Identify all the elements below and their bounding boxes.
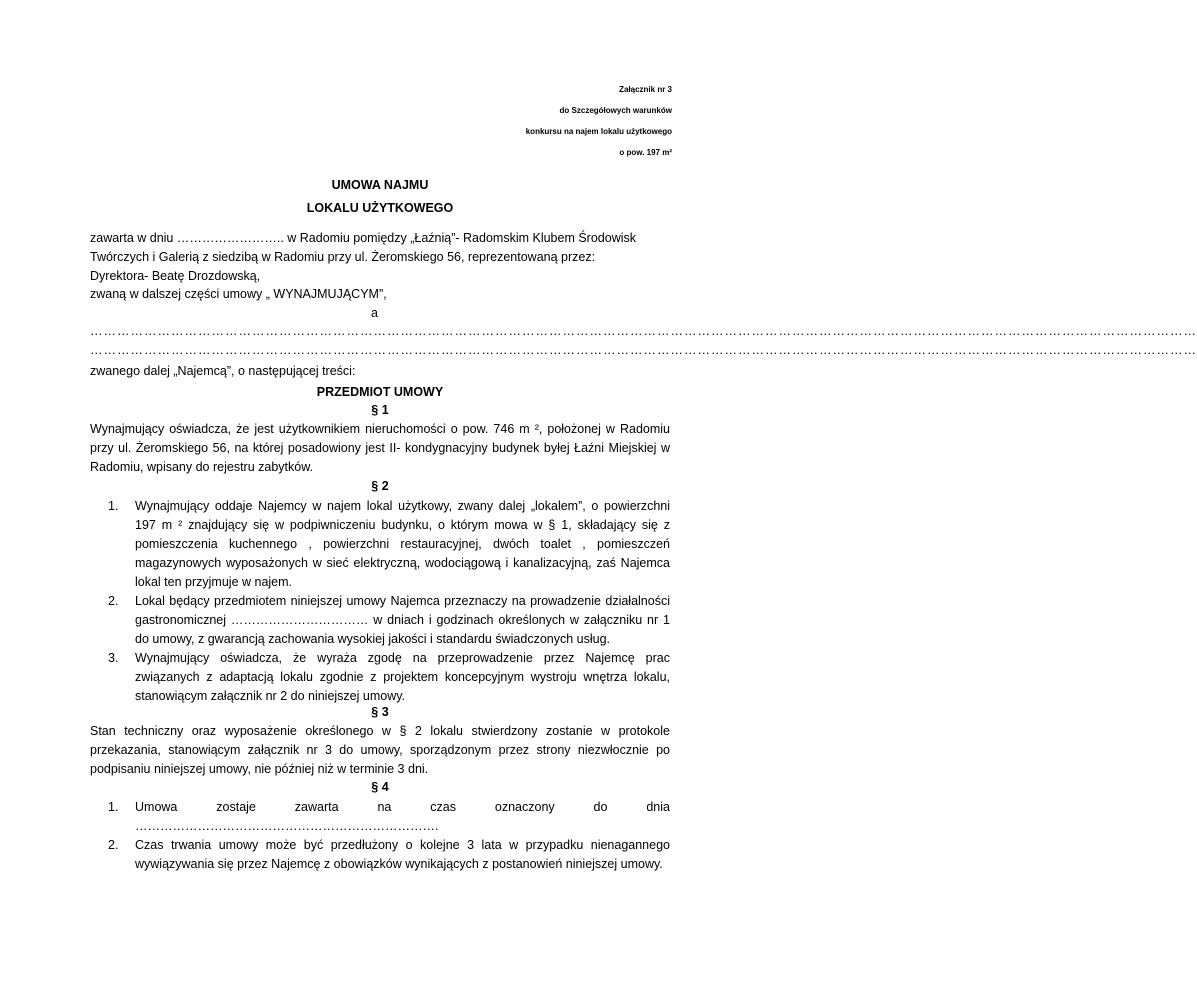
list-item-number: 1. xyxy=(108,499,119,513)
title-line-2: LOKALU UŻYTKOWEGO xyxy=(306,201,454,215)
list-item-text: Wynajmujący oświadcza, że wyraża zgodę na przeprowadzenie przez Najemcę prac związanych z adaptacją lokalu zgodnie z projektem koncepcyjnym wystroju wnętrza lokalu, stanowiącym załącznik nr 2 do niniejszej umowy. xyxy=(135,651,670,703)
tenant-dots-2: ………………………………………………………………………………………………………………………………………………………………………………………………………………………… xyxy=(90,343,1197,357)
list-item-number: 1. xyxy=(108,800,119,814)
list-item xyxy=(90,836,670,874)
and-word: a xyxy=(371,306,378,320)
paragraph-3-text: Stan techniczny oraz wyposażenie określonego w § 2 lokalu stwierdzony zostanie w protokole przekazania, stanowiącym załącznik nr 3 do umowy, sporządzonym przez strony niezwłocznie po podpisaniu niniejszej umowy, nie później niż w terminie 3 dni. xyxy=(90,724,670,776)
list-item xyxy=(90,798,670,836)
attachment-line-3: konkursu na najem lokalu użytkowego xyxy=(525,127,672,136)
attachment-line-1: Załącznik nr 3 xyxy=(619,85,672,94)
paragraph-3-heading: § 3 xyxy=(371,705,389,719)
paragraph-2-list xyxy=(90,497,670,706)
title-line-1: UMOWA NAJMU xyxy=(331,178,429,192)
paragraph-4-list xyxy=(90,798,670,874)
list-item-text: Umowa zostaje zawarta na czas oznaczony do dnia ………………………………………………………………. xyxy=(135,800,670,833)
list-item xyxy=(90,497,670,592)
landlord-line: zwaną w dalszej części umowy „ WYNAJMUJĄCYM”, xyxy=(90,287,387,301)
tenant-line: zwanego dalej „Najemcą”, o następującej treści: xyxy=(90,364,356,378)
list-item-text: Wynajmujący oddaje Najemcy w najem lokal użytkowy, zwany dalej „lokalem”, o powierzchni 197 m ² znajdujący się w podpiwniczeniu budynku, o którym mowa w § 1, składający się z pomieszczenia kuchennego , powierzchni restauracyjnej, dwóch toalet , pomieszczeń magazynowych wyposażonych w sieć elektryczną, wodociągową i kanalizacyjną, zaś Najemca lokal ten przyjmuje w najem. xyxy=(135,499,670,589)
tenant-dots-1: ………………………………………………………………………………………………………………………………………………………………………………………………………………………… xyxy=(90,324,1197,338)
list-item-number: 2. xyxy=(108,838,119,852)
paragraph-1-heading: § 1 xyxy=(371,403,389,417)
list-item xyxy=(90,649,670,706)
attachment-line-2: do Szczegółowych warunków xyxy=(559,106,672,115)
paragraph-2-heading: § 2 xyxy=(371,479,389,493)
section-subject: PRZEDMIOT UMOWY xyxy=(316,385,444,399)
paragraph-1-text: Wynajmujący oświadcza, że jest użytkownikiem nieruchomości o pow. 746 m ², położonej w Radomiu przy ul. Żeromskiego 56, na której posadowiony jest II- kondygnacyjny budynek byłej Łaźni Miejskiej w Radomiu, wpisany do rejestru zabytków. xyxy=(90,422,670,474)
list-item xyxy=(90,592,670,649)
list-item-number: 3. xyxy=(108,651,119,665)
list-item-number: 2. xyxy=(108,594,119,608)
intro-text: zawarta w dniu …………………….. w Radomiu pomiędzy „Łaźnią”- Radomskim Klubem Środowisk Twórczych i Galerią z siedzibą w Radomiu przy ul. Żeromskiego 56, reprezentowaną przez: Dyrektora- Beatę Drozdowską, xyxy=(90,231,637,283)
list-item-text: Lokal będący przedmiotem niniejszej umowy Najemca przeznaczy na prowadzenie działalności gastronomicznej …………………………… w dniach i godzinach określonych w załączniku nr 1 do umowy, z gwarancją zachowania wysokiej jakości i standardu świadczonych usług. xyxy=(135,594,670,646)
list-item-text: Czas trwania umowy może być przedłużony o kolejne 3 lata w przypadku nienagannego wywiązywania się przez Najemcę z obowiązków wynikających z postanowień niniejszej umowy. xyxy=(135,838,670,871)
paragraph-4-heading: § 4 xyxy=(371,780,389,794)
attachment-line-4: o pow. 197 m² xyxy=(619,148,672,157)
